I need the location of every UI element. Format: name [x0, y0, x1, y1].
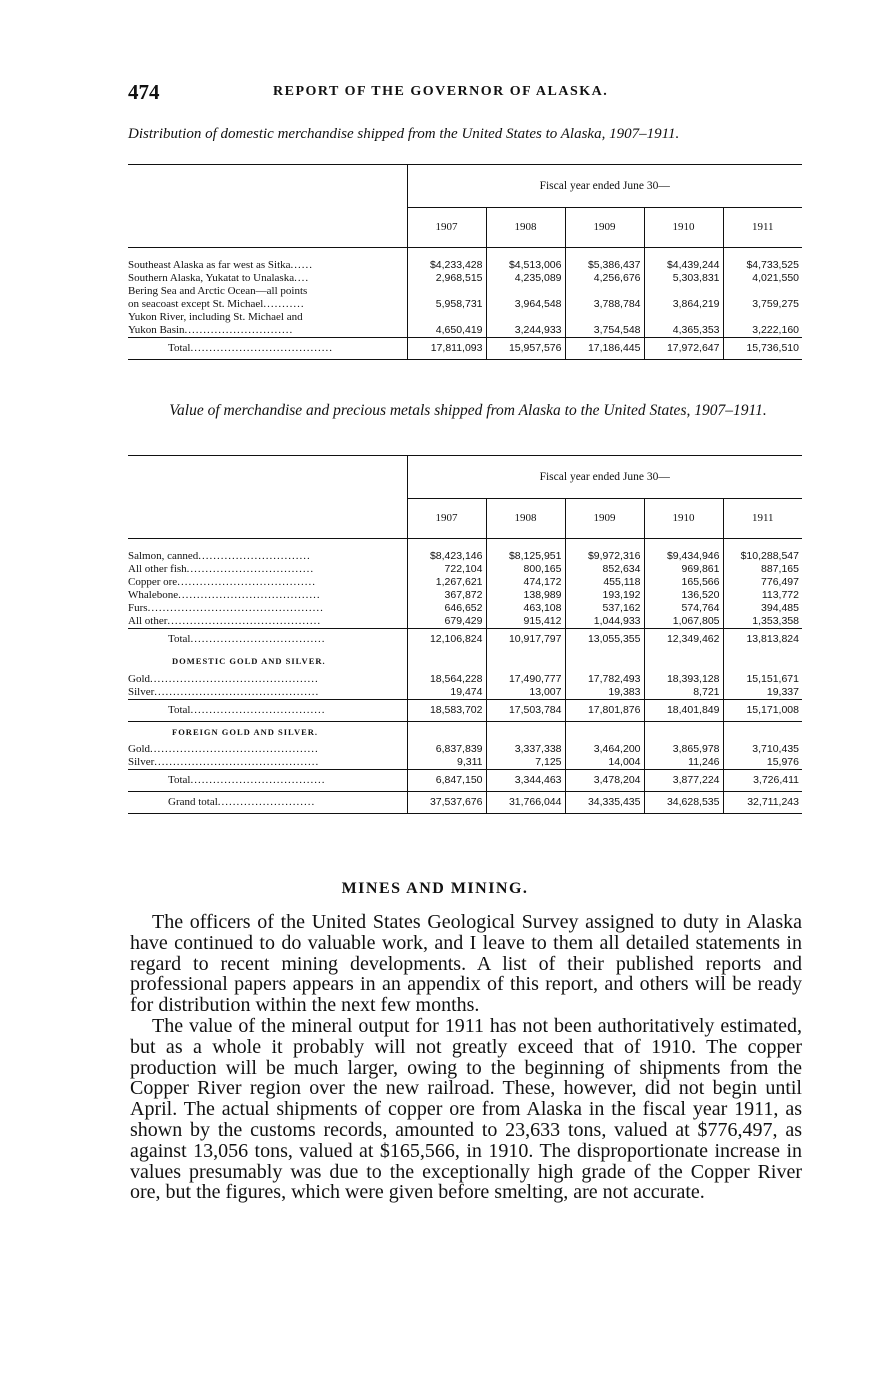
running-head: REPORT OF THE GOVERNOR OF ALASKA. — [273, 84, 609, 99]
cell: 12,349,462 — [644, 629, 723, 651]
cell: 17,811,093 — [407, 338, 486, 360]
cell: 367,872 — [407, 589, 486, 602]
body-text — [130, 912, 802, 1203]
table-row: Yukon Basin............................. 4,650,419 3,244,933 3,754,548 4,365,353 3,222,160 — [128, 324, 802, 338]
table-row: Salmon, canned.............................. $8,423,146 $8,125,951 $9,972,316 $9,434,946 $10,288,547 — [128, 550, 802, 563]
total-row: Total.................................... 18,583,702 17,503,784 17,801,876 18,401,849 15,171,008 — [128, 699, 802, 721]
cell: 13,007 — [486, 686, 565, 700]
year-header-row — [128, 498, 802, 538]
row-label: Whalebone — [128, 589, 179, 601]
cell: 17,972,647 — [644, 338, 723, 360]
cell: 13,813,824 — [723, 629, 802, 651]
cell: $10,288,547 — [723, 550, 802, 563]
paragraph: The value of the mineral output for 1911 has not been authoritatively estimated, but as a whole it probably will not greatly exceed that of 1910. The copper production will be much larger, owing to the beginning of shipments from the Copper River region over the new railroad. These, however, did not begin until April. The actual shipments of copper ore from Alaska in the fiscal year 1911, as shown by the customs records, amounted to 23,633 tons, valued at $776,497, as against 13,056 tons, valued at $165,566, in 1910. The disproportionate increase in values presumably was due to the exceptionally high grade of the Copper River ore, but the figures, which were given before smelting, are not accurate. — [130, 1014, 802, 1204]
cell: 474,172 — [486, 576, 565, 589]
cell: 18,393,128 — [644, 673, 723, 686]
row-label: Southeast Alaska as far west as Sitka — [128, 259, 291, 271]
row-label: Silver — [128, 756, 155, 768]
year-header: 1909 — [565, 498, 644, 538]
row-label: All other fish — [128, 563, 187, 575]
cell: 13,055,355 — [565, 629, 644, 651]
cell: 3,244,933 — [486, 324, 565, 338]
row-label: on seacoast except St. Michael — [128, 298, 264, 310]
table-row: Gold............................................. 18,564,228 17,490,777 17,782,493 18,393,128 15,151,671 — [128, 673, 802, 686]
table-row: on seacoast except St. Michael........... 5,958,731 3,964,548 3,788,784 3,864,219 3,759,275 — [128, 298, 802, 311]
year-header: 1908 — [486, 207, 565, 247]
cell: 3,864,219 — [644, 298, 723, 311]
cell: 6,847,150 — [407, 770, 486, 792]
cell: 574,764 — [644, 602, 723, 615]
grand-total-row: Grand total.......................... 37,537,676 31,766,044 34,335,435 34,628,535 32,711,243 — [128, 792, 802, 814]
cell: 18,564,228 — [407, 673, 486, 686]
year-header: 1907 — [407, 498, 486, 538]
cell: 15,151,671 — [723, 673, 802, 686]
cell: 4,235,089 — [486, 272, 565, 285]
row-label: Furs — [128, 602, 148, 614]
cell: $4,513,006 — [486, 259, 565, 272]
cell: 394,485 — [723, 602, 802, 615]
cell: 19,383 — [565, 686, 644, 700]
subheading-row — [128, 721, 802, 743]
cell: 722,104 — [407, 563, 486, 576]
page-number: 474 — [128, 80, 160, 104]
row-label: Gold — [128, 743, 150, 755]
foreign-heading: FOREIGN GOLD AND SILVER. — [172, 726, 319, 737]
cell: 136,520 — [644, 589, 723, 602]
cell: 12,106,824 — [407, 629, 486, 651]
row-label: Salmon, canned — [128, 550, 199, 562]
page-header — [128, 80, 800, 104]
total-row: Total...................................... 17,811,093 15,957,576 17,186,445 17,972,647 15,736,510 — [128, 338, 802, 360]
row-label: Total — [168, 633, 191, 646]
cell: 1,067,805 — [644, 615, 723, 629]
row-label: All other — [128, 615, 168, 627]
cell: 5,958,731 — [407, 298, 486, 311]
subheading-row — [128, 651, 802, 673]
cell: 32,711,243 — [723, 792, 802, 814]
cell: 15,957,576 — [486, 338, 565, 360]
table-row: Furs............................................... 646,652 463,108 537,162 574,764 394,485 — [128, 602, 802, 615]
cell: 193,192 — [565, 589, 644, 602]
row-label: Gold — [128, 672, 150, 685]
table-row: All other......................................... 679,429 915,412 1,044,933 1,067,805 1,353,358 — [128, 615, 802, 629]
cell: 19,337 — [723, 686, 802, 700]
cell: 3,964,548 — [486, 298, 565, 311]
table-row: Southern Alaska, Yukatat to Unalaska.... 2,968,515 4,235,089 4,256,676 5,303,831 4,021,550 — [128, 272, 802, 285]
cell: 15,736,510 — [723, 338, 802, 360]
cell: 10,917,797 — [486, 629, 565, 651]
row-label: Total — [168, 703, 191, 716]
cell: 1,267,621 — [407, 576, 486, 589]
year-header: 1910 — [644, 498, 723, 538]
cell: 3,222,160 — [723, 324, 802, 338]
cell: $4,233,428 — [407, 259, 486, 272]
cell: 7,125 — [486, 756, 565, 770]
cell: 17,186,445 — [565, 338, 644, 360]
cell: 646,652 — [407, 602, 486, 615]
cell: 18,401,849 — [644, 699, 723, 721]
cell: 852,634 — [565, 563, 644, 576]
table-row — [128, 311, 802, 324]
cell: 969,861 — [644, 563, 723, 576]
cell: 14,004 — [565, 756, 644, 770]
row-label: Copper ore — [128, 576, 178, 588]
domestic-heading: DOMESTIC GOLD AND SILVER. — [172, 656, 326, 666]
fiscal-year-header: Fiscal year ended June 30— — [407, 165, 802, 207]
cell: 15,976 — [723, 756, 802, 770]
cell: 8,721 — [644, 686, 723, 700]
cell: 9,311 — [407, 756, 486, 770]
cell: 463,108 — [486, 602, 565, 615]
paragraph: The officers of the United States Geological Survey assigned to duty in Alaska have continued to do valuable work, and I leave to them all detailed statements in regard to recent mining developments. A list of their published reports and professional papers appears in an appendix of this report, and others will be ready for distribution within the next few months. — [130, 911, 802, 1017]
cell: 679,429 — [407, 615, 486, 629]
row-label: Yukon River, including St. Michael and — [128, 311, 303, 323]
cell: 537,162 — [565, 602, 644, 615]
table2-caption: Value of merchandise and precious metals shipped from Alaska to the United States, 1907–1911. — [169, 402, 767, 419]
cell: $4,439,244 — [644, 259, 723, 272]
row-label: Bering Sea and Arctic Ocean—all points — [128, 285, 308, 297]
cell: 5,303,831 — [644, 272, 723, 285]
row-label: Total — [168, 774, 191, 786]
table-row: All other fish.................................. 722,104 800,165 852,634 969,861 887,165 — [128, 563, 802, 576]
row-label: Grand total — [168, 796, 218, 808]
cell: 113,772 — [723, 589, 802, 602]
cell: 3,865,978 — [644, 743, 723, 756]
cell: 37,537,676 — [407, 792, 486, 814]
cell: 3,877,224 — [644, 770, 723, 792]
cell: 17,503,784 — [486, 699, 565, 721]
cell: 2,968,515 — [407, 272, 486, 285]
table-row — [128, 285, 802, 298]
cell: $5,386,437 — [565, 259, 644, 272]
year-header: 1908 — [486, 498, 565, 538]
cell: 11,246 — [644, 756, 723, 770]
table1-caption: Distribution of domestic merchandise shipped from the United States to Alaska, 1907–1911. — [128, 126, 680, 142]
cell: 19,474 — [407, 686, 486, 700]
table-row: Gold............................................. 6,837,839 3,337,338 3,464,200 3,865,978 3,710,435 — [128, 743, 802, 756]
cell: 3,710,435 — [723, 743, 802, 756]
cell: 3,478,204 — [565, 770, 644, 792]
cell: 17,490,777 — [486, 673, 565, 686]
table-shipments-to-us — [128, 455, 802, 814]
cell: 165,566 — [644, 576, 723, 589]
row-label: Total — [168, 342, 191, 354]
cell: 31,766,044 — [486, 792, 565, 814]
cell: 3,337,338 — [486, 743, 565, 756]
year-header: 1910 — [644, 207, 723, 247]
cell: 3,788,784 — [565, 298, 644, 311]
cell: 18,583,702 — [407, 699, 486, 721]
row-label: Yukon Basin — [128, 324, 185, 336]
cell: 17,782,493 — [565, 673, 644, 686]
total-row: Total.................................... 12,106,824 10,917,797 13,055,355 12,349,462 13,813,824 — [128, 629, 802, 651]
table-row: Copper ore..................................... 1,267,621 474,172 455,118 165,566 776,497 — [128, 576, 802, 589]
year-header: 1911 — [723, 207, 802, 247]
year-header: 1909 — [565, 207, 644, 247]
cell: 1,353,358 — [723, 615, 802, 629]
cell: 4,365,353 — [644, 324, 723, 338]
cell: 4,021,550 — [723, 272, 802, 285]
cell: 138,989 — [486, 589, 565, 602]
cell: 4,650,419 — [407, 324, 486, 338]
table-domestic-merchandise — [128, 164, 802, 360]
cell: $8,125,951 — [486, 550, 565, 563]
cell: 3,759,275 — [723, 298, 802, 311]
cell: 915,412 — [486, 615, 565, 629]
year-header: 1907 — [407, 207, 486, 247]
table-row: Whalebone...................................... 367,872 138,989 193,192 136,520 113,772 — [128, 589, 802, 602]
row-label: Southern Alaska, Yukatat to Unalaska — [128, 272, 295, 284]
cell: 17,801,876 — [565, 699, 644, 721]
total-row: Total.................................... 6,847,150 3,344,463 3,478,204 3,877,224 3,726,411 — [128, 770, 802, 792]
cell: 776,497 — [723, 576, 802, 589]
cell: 4,256,676 — [565, 272, 644, 285]
cell: 34,628,535 — [644, 792, 723, 814]
cell: 455,118 — [565, 576, 644, 589]
cell: 3,754,548 — [565, 324, 644, 338]
cell: 887,165 — [723, 563, 802, 576]
cell: 34,335,435 — [565, 792, 644, 814]
cell: $8,423,146 — [407, 550, 486, 563]
table-row: Silver............................................ 19,474 13,007 19,383 8,721 19,337 — [128, 686, 802, 700]
year-header-row — [128, 207, 802, 247]
cell: $4,733,525 — [723, 259, 802, 272]
cell: 6,837,839 — [407, 743, 486, 756]
table-row: Silver............................................ 9,311 7,125 14,004 11,246 15,976 — [128, 756, 802, 770]
cell: 3,344,463 — [486, 770, 565, 792]
cell: 15,171,008 — [723, 699, 802, 721]
cell: 3,464,200 — [565, 743, 644, 756]
table-row: Southeast Alaska as far west as Sitka...... $4,233,428 $4,513,006 $5,386,437 $4,439,244 $4,733,525 — [128, 259, 802, 272]
cell: 3,726,411 — [723, 770, 802, 792]
cell: 1,044,933 — [565, 615, 644, 629]
cell: $9,434,946 — [644, 550, 723, 563]
cell: $9,972,316 — [565, 550, 644, 563]
cell: 800,165 — [486, 563, 565, 576]
year-header: 1911 — [723, 498, 802, 538]
section-title: MINES AND MINING. — [341, 880, 529, 897]
fiscal-year-header: Fiscal year ended June 30— — [407, 456, 802, 498]
row-label: Silver — [128, 685, 155, 698]
